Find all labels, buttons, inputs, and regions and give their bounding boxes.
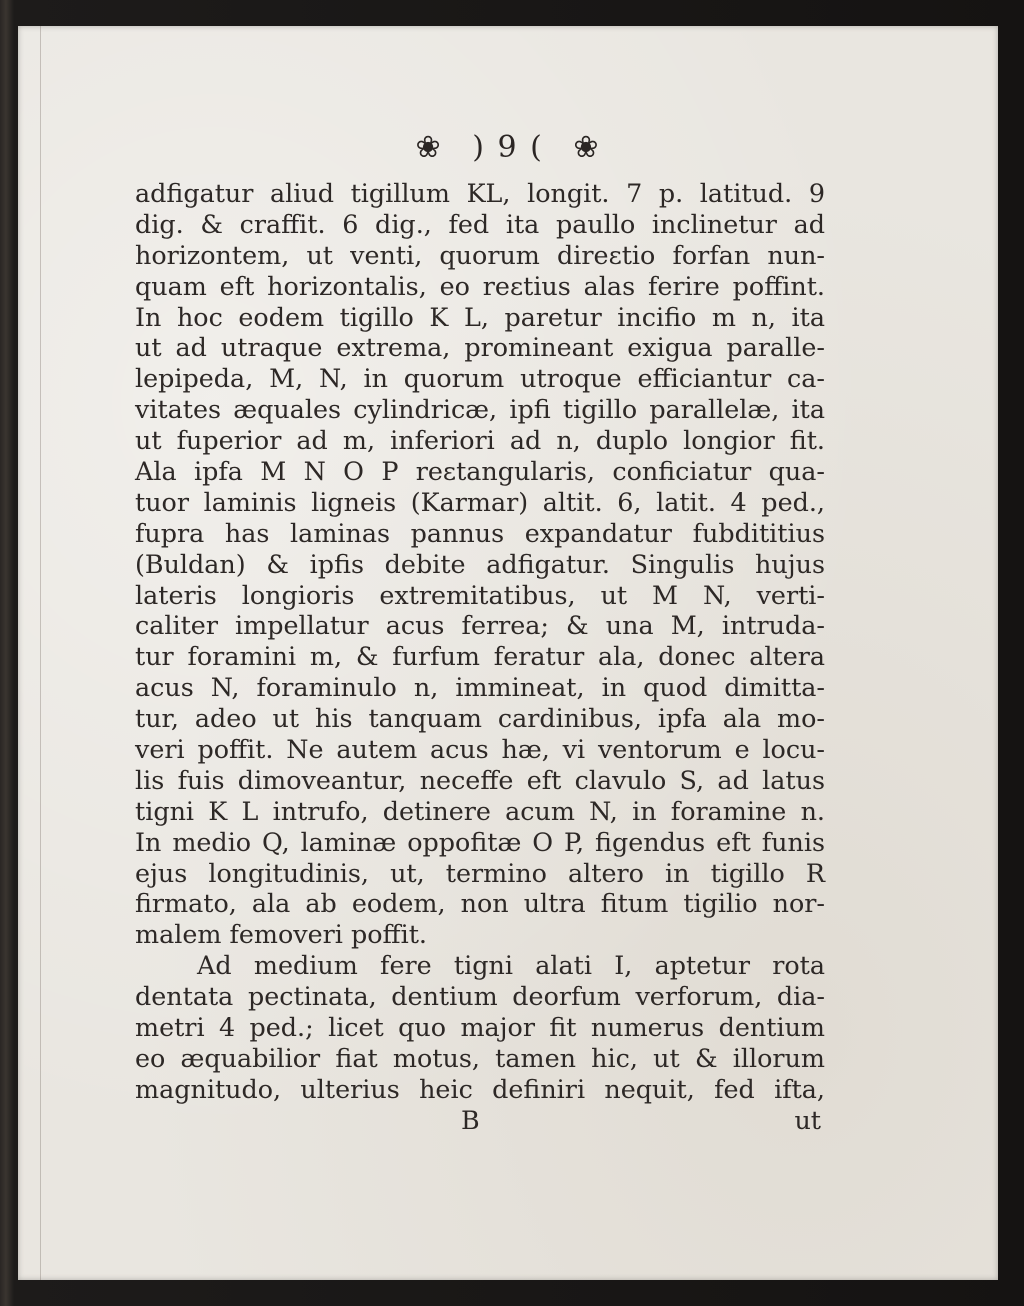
text-line: magnitudo, ulterius heic definiri nequit, fed ifta, [135,1073,825,1104]
page-number: ) 9 ( [472,130,544,165]
text-line: lateris longioris extremitatibus, ut M N, verti- [135,579,825,610]
text-line: dentata pectinata, dentium deorfum verforum, dia- [135,981,825,1012]
body-text [135,178,825,1136]
text-line: eo æquabilior fiat motus, tamen hic, ut & illorum [135,1042,825,1073]
text-line: horizontem, ut venti, quorum direɛtio forfan nun- [135,239,825,270]
text-line: ut fuperior ad m, inferiori ad n, duplo longior fit. [135,425,825,456]
text-line: acus N, foraminulo n, immineat, in quod dimitta- [135,672,825,703]
text-line: ut ad utraque extrema, promineant exigua paralle- [135,332,825,363]
page-foot [135,1105,825,1136]
text-line: (Buldan) & ipfis debite adfigatur. Singulis hujus [135,548,825,579]
text-line: tur foramini m, & furfum feratur ala, donec altera [135,641,825,672]
left-ornament-icon: ❀ [415,130,443,165]
text-line: lis fuis dimoveantur, neceffe eft clavulo S, ad latus [135,764,825,795]
text-line: lepipeda, M, N, in quorum utroque efficiantur ca- [135,363,825,394]
book-page [18,26,998,1280]
text-line: Ala ipfa M N O P reɛtangularis, conficiatur qua- [135,456,825,487]
catchword: ut [794,1104,821,1135]
text-line: vitates æquales cylindricæ, ipfi tigillo parallelæ, ita [135,394,825,425]
paragraph-start-line: Ad medium fere tigni alati I, aptetur rota [197,950,825,981]
running-head [18,130,998,165]
right-ornament-icon: ❀ [573,130,601,165]
text-line: tur, adeo ut his tanquam cardinibus, ipfa ala mo- [135,703,825,734]
text-line: tuor laminis ligneis (Karmar) altit. 6, latit. 4 ped., [135,486,825,517]
text-line: veri poffit. Ne autem acus hæ, vi ventorum e locu- [135,734,825,765]
text-line: In medio Q, laminæ oppofitæ O P, figendus eft funis [135,826,825,857]
signature-mark: B [461,1104,480,1135]
text-line: quam eft horizontalis, eo reɛtius alas ferire poffint. [135,270,825,301]
text-line: dig. & craffit. 6 dig., fed ita paullo inclinetur ad [135,208,825,239]
text-line: ejus longitudinis, ut, termino altero in tigillo R [135,857,825,888]
text-line: malem femoveri poffit. [135,919,427,950]
text-line: In hoc eodem tigillo K L, paretur incifio m n, ita [135,301,825,332]
text-line: firmato, ala ab eodem, non ultra fitum tigilio nor- [135,888,825,919]
gutter-line [40,26,41,1280]
text-line: metri 4 ped.; licet quo major fit numerus dentium [135,1012,825,1043]
text-line: fupra has laminas pannus expandatur fubdititius [135,517,825,548]
text-line: tigni K L intrufo, detinere acum N, in foramine n. [135,795,825,826]
text-line: adfigatur aliud tigillum KL, longit. 7 p. latitud. 9 [135,178,825,208]
text-line: caliter impellatur acus ferrea; & una M, intruda- [135,610,825,641]
